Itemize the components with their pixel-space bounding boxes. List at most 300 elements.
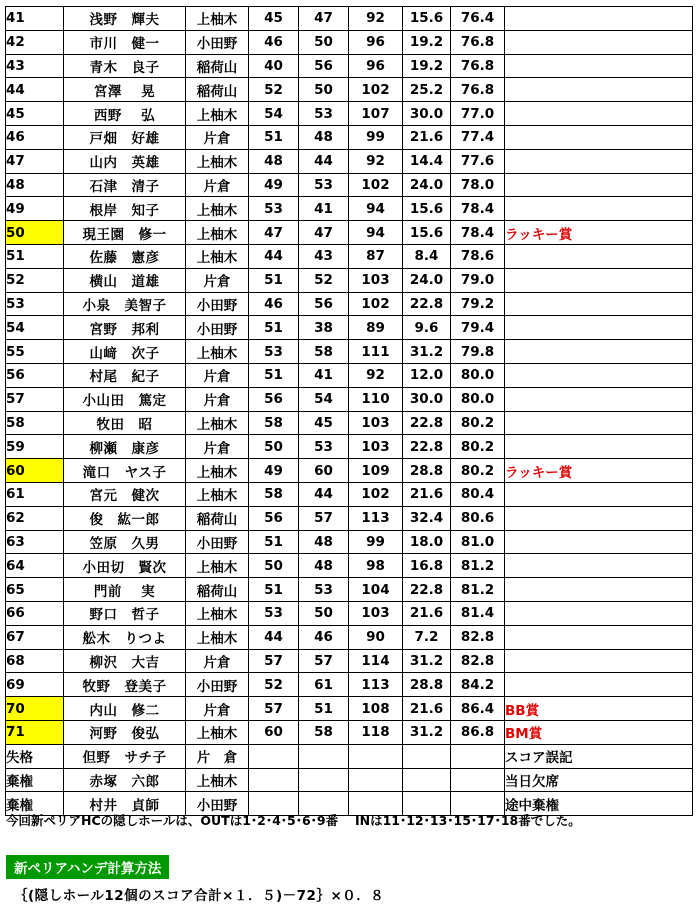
- player-name-cell: 笠原 久男: [64, 530, 186, 554]
- handicap-cell: [403, 768, 451, 792]
- net-score-cell: 79.0: [451, 268, 505, 292]
- in-score-cell: 56: [299, 54, 349, 78]
- out-score-cell: 50: [249, 554, 299, 578]
- table-row: [6, 625, 693, 649]
- gross-score-cell: 92: [349, 7, 403, 31]
- in-score-cell: 48: [299, 530, 349, 554]
- out-score-cell: 51: [249, 530, 299, 554]
- gross-score-cell: 109: [349, 459, 403, 483]
- table-row: [6, 363, 693, 387]
- table-row: [6, 244, 693, 268]
- club-cell: 小田野: [186, 673, 249, 697]
- in-score-cell: 58: [299, 340, 349, 364]
- rank-cell: 64: [6, 554, 64, 578]
- out-score-cell: [249, 744, 299, 768]
- handicap-cell: 21.6: [403, 601, 451, 625]
- handicap-cell: 31.2: [403, 340, 451, 364]
- net-score-cell: 82.8: [451, 649, 505, 673]
- note-cell: [505, 78, 693, 102]
- note-cell: [505, 435, 693, 459]
- gross-score-cell: 90: [349, 625, 403, 649]
- table-row: [6, 411, 693, 435]
- player-name-cell: 山﨑 次子: [64, 340, 186, 364]
- gross-score-cell: 113: [349, 673, 403, 697]
- handicap-cell: 28.8: [403, 673, 451, 697]
- gross-score-cell: 96: [349, 54, 403, 78]
- handicap-cell: 12.0: [403, 363, 451, 387]
- net-score-cell: 80.0: [451, 363, 505, 387]
- rank-cell: 67: [6, 625, 64, 649]
- note-cell: [505, 316, 693, 340]
- player-name-cell: 小泉 美智子: [64, 292, 186, 316]
- net-score-cell: 78.4: [451, 221, 505, 245]
- note-cell: [505, 268, 693, 292]
- club-cell: 上柚木: [186, 197, 249, 221]
- table-row: [6, 173, 693, 197]
- note-cell: [505, 7, 693, 31]
- rank-cell: 56: [6, 363, 64, 387]
- table-row: [6, 482, 693, 506]
- rank-cell: 57: [6, 387, 64, 411]
- net-score-cell: [451, 744, 505, 768]
- out-score-cell: 53: [249, 197, 299, 221]
- note-cell: 当日欠席: [505, 768, 693, 792]
- club-cell: 片倉: [186, 268, 249, 292]
- out-score-cell: 44: [249, 244, 299, 268]
- in-score-cell: 43: [299, 244, 349, 268]
- table-row: [6, 601, 693, 625]
- table-row: [6, 506, 693, 530]
- note-cell: [505, 554, 693, 578]
- rank-cell: 48: [6, 173, 64, 197]
- out-score-cell: 51: [249, 125, 299, 149]
- rank-cell: 棄権: [6, 768, 64, 792]
- in-score-cell: 53: [299, 578, 349, 602]
- out-score-cell: 57: [249, 649, 299, 673]
- player-name-cell: 横山 道雄: [64, 268, 186, 292]
- table-row: [6, 30, 693, 54]
- player-name-cell: 市川 健一: [64, 30, 186, 54]
- table-row: [6, 149, 693, 173]
- handicap-cell: 21.6: [403, 697, 451, 721]
- out-score-cell: 54: [249, 102, 299, 126]
- gross-score-cell: 113: [349, 506, 403, 530]
- handicap-cell: 30.0: [403, 102, 451, 126]
- club-cell: 上柚木: [186, 411, 249, 435]
- handicap-cell: 15.6: [403, 7, 451, 31]
- rank-cell: 62: [6, 506, 64, 530]
- table-row: [6, 78, 693, 102]
- net-score-cell: 80.6: [451, 506, 505, 530]
- note-cell: [505, 125, 693, 149]
- in-score-cell: [299, 768, 349, 792]
- table-row: [6, 268, 693, 292]
- out-score-cell: 50: [249, 435, 299, 459]
- table-row: [6, 387, 693, 411]
- in-score-cell: 47: [299, 7, 349, 31]
- net-score-cell: 76.8: [451, 78, 505, 102]
- net-score-cell: 77.0: [451, 102, 505, 126]
- table-row: [6, 197, 693, 221]
- rank-cell: 52: [6, 268, 64, 292]
- table-row: [6, 459, 693, 483]
- player-name-cell: 戸畑 好雄: [64, 125, 186, 149]
- net-score-cell: 79.2: [451, 292, 505, 316]
- rank-cell: 46: [6, 125, 64, 149]
- net-score-cell: 76.8: [451, 30, 505, 54]
- out-score-cell: 53: [249, 340, 299, 364]
- rank-cell: 68: [6, 649, 64, 673]
- player-name-cell: 俊 紘一郎: [64, 506, 186, 530]
- handicap-cell: 25.2: [403, 78, 451, 102]
- club-cell: 片倉: [186, 363, 249, 387]
- out-score-cell: 53: [249, 601, 299, 625]
- player-name-cell: 村井 貞師: [64, 792, 186, 816]
- player-name-cell: 西野 弘: [64, 102, 186, 126]
- club-cell: 片倉: [186, 125, 249, 149]
- table-row: [6, 435, 693, 459]
- note-cell: [505, 149, 693, 173]
- net-score-cell: 86.8: [451, 720, 505, 744]
- table-row: [6, 125, 693, 149]
- gross-score-cell: 102: [349, 173, 403, 197]
- gross-score-cell: 99: [349, 125, 403, 149]
- in-score-cell: 47: [299, 221, 349, 245]
- note-cell: [505, 530, 693, 554]
- handicap-cell: 22.8: [403, 292, 451, 316]
- out-score-cell: 51: [249, 268, 299, 292]
- handicap-cell: 14.4: [403, 149, 451, 173]
- net-score-cell: 77.4: [451, 125, 505, 149]
- gross-score-cell: 114: [349, 649, 403, 673]
- net-score-cell: 81.2: [451, 578, 505, 602]
- club-cell: 上柚木: [186, 221, 249, 245]
- club-cell: 片倉: [186, 697, 249, 721]
- rank-cell: 66: [6, 601, 64, 625]
- out-score-cell: 51: [249, 363, 299, 387]
- handicap-cell: 31.2: [403, 720, 451, 744]
- in-score-cell: 48: [299, 125, 349, 149]
- in-score-cell: 41: [299, 363, 349, 387]
- out-score-cell: 46: [249, 292, 299, 316]
- out-score-cell: 58: [249, 482, 299, 506]
- handicap-cell: 19.2: [403, 54, 451, 78]
- rank-cell: 50: [6, 221, 64, 245]
- handicap-formula: ｛(隠しホール12個のスコア合計×１．５)－72｝×０．８: [14, 888, 385, 904]
- note-cell: BM賞: [505, 720, 693, 744]
- club-cell: 片 倉: [186, 744, 249, 768]
- rank-cell: 棄権: [6, 792, 64, 816]
- handicap-cell: 24.0: [403, 268, 451, 292]
- gross-score-cell: 110: [349, 387, 403, 411]
- in-score-cell: 45: [299, 411, 349, 435]
- in-score-cell: 54: [299, 387, 349, 411]
- player-name-cell: 現王園 修一: [64, 221, 186, 245]
- handicap-cell: 19.2: [403, 30, 451, 54]
- player-name-cell: 内山 修二: [64, 697, 186, 721]
- note-cell: ラッキー賞: [505, 459, 693, 483]
- club-cell: 上柚木: [186, 244, 249, 268]
- note-cell: [505, 54, 693, 78]
- note-cell: [505, 506, 693, 530]
- rank-cell: 60: [6, 459, 64, 483]
- table-row: [6, 530, 693, 554]
- gross-score-cell: [349, 768, 403, 792]
- note-cell: [505, 173, 693, 197]
- club-cell: 上柚木: [186, 7, 249, 31]
- rank-cell: 47: [6, 149, 64, 173]
- table-row: [6, 316, 693, 340]
- rank-cell: 44: [6, 78, 64, 102]
- club-cell: 小田野: [186, 792, 249, 816]
- player-name-cell: 野口 哲子: [64, 601, 186, 625]
- rank-cell: 42: [6, 30, 64, 54]
- rank-cell: 41: [6, 7, 64, 31]
- rank-cell: 65: [6, 578, 64, 602]
- player-name-cell: 宮元 健次: [64, 482, 186, 506]
- rank-cell: 58: [6, 411, 64, 435]
- gross-score-cell: 111: [349, 340, 403, 364]
- handicap-cell: 15.6: [403, 197, 451, 221]
- table-row: [6, 221, 693, 245]
- note-cell: [505, 292, 693, 316]
- handicap-cell: 31.2: [403, 649, 451, 673]
- out-score-cell: [249, 768, 299, 792]
- player-name-cell: 柳瀬 康彦: [64, 435, 186, 459]
- player-name-cell: 宮野 邦利: [64, 316, 186, 340]
- gross-score-cell: 118: [349, 720, 403, 744]
- gross-score-cell: 96: [349, 30, 403, 54]
- gross-score-cell: 103: [349, 601, 403, 625]
- method-title: 新ペリアハンデ計算方法: [6, 855, 169, 879]
- results-table: [5, 6, 693, 816]
- in-score-cell: 52: [299, 268, 349, 292]
- net-score-cell: 78.6: [451, 244, 505, 268]
- gross-score-cell: 103: [349, 411, 403, 435]
- net-score-cell: 86.4: [451, 697, 505, 721]
- club-cell: 上柚木: [186, 554, 249, 578]
- net-score-cell: 80.2: [451, 459, 505, 483]
- gross-score-cell: 102: [349, 482, 403, 506]
- table-row: [6, 697, 693, 721]
- handicap-cell: 22.8: [403, 411, 451, 435]
- table-row: [6, 54, 693, 78]
- player-name-cell: 牧田 昭: [64, 411, 186, 435]
- table-row: [6, 578, 693, 602]
- net-score-cell: 80.2: [451, 411, 505, 435]
- club-cell: 稲荷山: [186, 506, 249, 530]
- note-cell: スコア誤記: [505, 744, 693, 768]
- in-score-cell: 57: [299, 649, 349, 673]
- rank-cell: 45: [6, 102, 64, 126]
- club-cell: 小田野: [186, 530, 249, 554]
- player-name-cell: 但野 サチ子: [64, 744, 186, 768]
- in-score-cell: 51: [299, 697, 349, 721]
- club-cell: 上柚木: [186, 601, 249, 625]
- gross-score-cell: 102: [349, 78, 403, 102]
- note-cell: [505, 411, 693, 435]
- handicap-cell: 22.8: [403, 435, 451, 459]
- gross-score-cell: 102: [349, 292, 403, 316]
- out-score-cell: 44: [249, 625, 299, 649]
- in-score-cell: 53: [299, 173, 349, 197]
- note-cell: [505, 340, 693, 364]
- note-cell: [505, 102, 693, 126]
- gross-score-cell: 94: [349, 221, 403, 245]
- club-cell: 上柚木: [186, 625, 249, 649]
- handicap-cell: 21.6: [403, 482, 451, 506]
- player-name-cell: 山内 英雄: [64, 149, 186, 173]
- out-score-cell: 56: [249, 387, 299, 411]
- net-score-cell: 76.4: [451, 7, 505, 31]
- out-score-cell: 46: [249, 30, 299, 54]
- player-name-cell: 石津 清子: [64, 173, 186, 197]
- out-score-cell: 52: [249, 78, 299, 102]
- note-cell: [505, 197, 693, 221]
- rank-cell: 53: [6, 292, 64, 316]
- club-cell: 片倉: [186, 649, 249, 673]
- net-score-cell: 80.0: [451, 387, 505, 411]
- club-cell: 小田野: [186, 30, 249, 54]
- handicap-cell: 8.4: [403, 244, 451, 268]
- in-score-cell: 44: [299, 149, 349, 173]
- rank-cell: 61: [6, 482, 64, 506]
- gross-score-cell: 92: [349, 363, 403, 387]
- in-score-cell: 48: [299, 554, 349, 578]
- club-cell: 稲荷山: [186, 78, 249, 102]
- player-name-cell: 小田切 賢次: [64, 554, 186, 578]
- in-score-cell: 50: [299, 30, 349, 54]
- in-score-cell: 53: [299, 102, 349, 126]
- handicap-cell: 32.4: [403, 506, 451, 530]
- gross-score-cell: 94: [349, 197, 403, 221]
- out-score-cell: 49: [249, 173, 299, 197]
- rank-cell: 失格: [6, 744, 64, 768]
- in-score-cell: 56: [299, 292, 349, 316]
- net-score-cell: 82.8: [451, 625, 505, 649]
- handicap-cell: 7.2: [403, 625, 451, 649]
- out-score-cell: 49: [249, 459, 299, 483]
- table-row: [6, 340, 693, 364]
- in-score-cell: 38: [299, 316, 349, 340]
- net-score-cell: 81.4: [451, 601, 505, 625]
- note-cell: [505, 387, 693, 411]
- player-name-cell: 根岸 知子: [64, 197, 186, 221]
- gross-score-cell: 103: [349, 435, 403, 459]
- gross-score-cell: 98: [349, 554, 403, 578]
- note-cell: 途中棄権: [505, 792, 693, 816]
- net-score-cell: 81.2: [451, 554, 505, 578]
- out-score-cell: 57: [249, 697, 299, 721]
- note-cell: [505, 601, 693, 625]
- note-cell: [505, 578, 693, 602]
- club-cell: 上柚木: [186, 340, 249, 364]
- out-score-cell: 60: [249, 720, 299, 744]
- in-score-cell: 57: [299, 506, 349, 530]
- out-score-cell: 58: [249, 411, 299, 435]
- note-cell: [505, 482, 693, 506]
- gross-score-cell: 87: [349, 244, 403, 268]
- table-row: [6, 673, 693, 697]
- player-name-cell: 佐藤 憲彦: [64, 244, 186, 268]
- in-score-cell: 60: [299, 459, 349, 483]
- table-row: [6, 744, 693, 768]
- player-name-cell: 青木 良子: [64, 54, 186, 78]
- note-cell: [505, 244, 693, 268]
- net-score-cell: 80.4: [451, 482, 505, 506]
- table-row: [6, 7, 693, 31]
- club-cell: 小田野: [186, 292, 249, 316]
- rank-cell: 59: [6, 435, 64, 459]
- note-cell: [505, 625, 693, 649]
- out-score-cell: 45: [249, 7, 299, 31]
- handicap-cell: 18.0: [403, 530, 451, 554]
- note-cell: [505, 649, 693, 673]
- results-body: [6, 7, 693, 816]
- player-name-cell: 舩木 りつよ: [64, 625, 186, 649]
- club-cell: 稲荷山: [186, 578, 249, 602]
- in-score-cell: 61: [299, 673, 349, 697]
- table-row: [6, 768, 693, 792]
- out-score-cell: 47: [249, 221, 299, 245]
- table-row: [6, 102, 693, 126]
- out-score-cell: 51: [249, 578, 299, 602]
- rank-cell: 49: [6, 197, 64, 221]
- player-name-cell: 浅野 輝夫: [64, 7, 186, 31]
- out-score-cell: 56: [249, 506, 299, 530]
- player-name-cell: 宮澤 晃: [64, 78, 186, 102]
- note-cell: [505, 30, 693, 54]
- rank-cell: 43: [6, 54, 64, 78]
- table-row: [6, 649, 693, 673]
- net-score-cell: 81.0: [451, 530, 505, 554]
- net-score-cell: 76.8: [451, 54, 505, 78]
- club-cell: 片倉: [186, 173, 249, 197]
- handicap-cell: 21.6: [403, 125, 451, 149]
- player-name-cell: 赤塚 六郎: [64, 768, 186, 792]
- gross-score-cell: 103: [349, 268, 403, 292]
- rank-cell: 70: [6, 697, 64, 721]
- in-score-cell: [299, 744, 349, 768]
- out-score-cell: 40: [249, 54, 299, 78]
- gross-score-cell: 107: [349, 102, 403, 126]
- handicap-cell: [403, 744, 451, 768]
- rank-cell: 55: [6, 340, 64, 364]
- net-score-cell: 80.2: [451, 435, 505, 459]
- net-score-cell: 78.0: [451, 173, 505, 197]
- hidden-holes-note: 今回新ペリアHCの隠しホールは、OUTは1･2･4･5･6･9番 INは11･12･13･15･17･18番でした。: [6, 813, 581, 828]
- in-score-cell: 50: [299, 601, 349, 625]
- club-cell: 上柚木: [186, 102, 249, 126]
- rank-cell: 71: [6, 720, 64, 744]
- handicap-cell: 15.6: [403, 221, 451, 245]
- net-score-cell: 77.6: [451, 149, 505, 173]
- player-name-cell: 牧野 登美子: [64, 673, 186, 697]
- club-cell: 上柚木: [186, 459, 249, 483]
- note-cell: BB賞: [505, 697, 693, 721]
- net-score-cell: 79.8: [451, 340, 505, 364]
- club-cell: 上柚木: [186, 720, 249, 744]
- rank-cell: 63: [6, 530, 64, 554]
- table-row: [6, 292, 693, 316]
- in-score-cell: 50: [299, 78, 349, 102]
- player-name-cell: 門前 実: [64, 578, 186, 602]
- player-name-cell: 河野 俊弘: [64, 720, 186, 744]
- gross-score-cell: [349, 744, 403, 768]
- player-name-cell: 小山田 篤定: [64, 387, 186, 411]
- handicap-cell: 16.8: [403, 554, 451, 578]
- handicap-cell: 9.6: [403, 316, 451, 340]
